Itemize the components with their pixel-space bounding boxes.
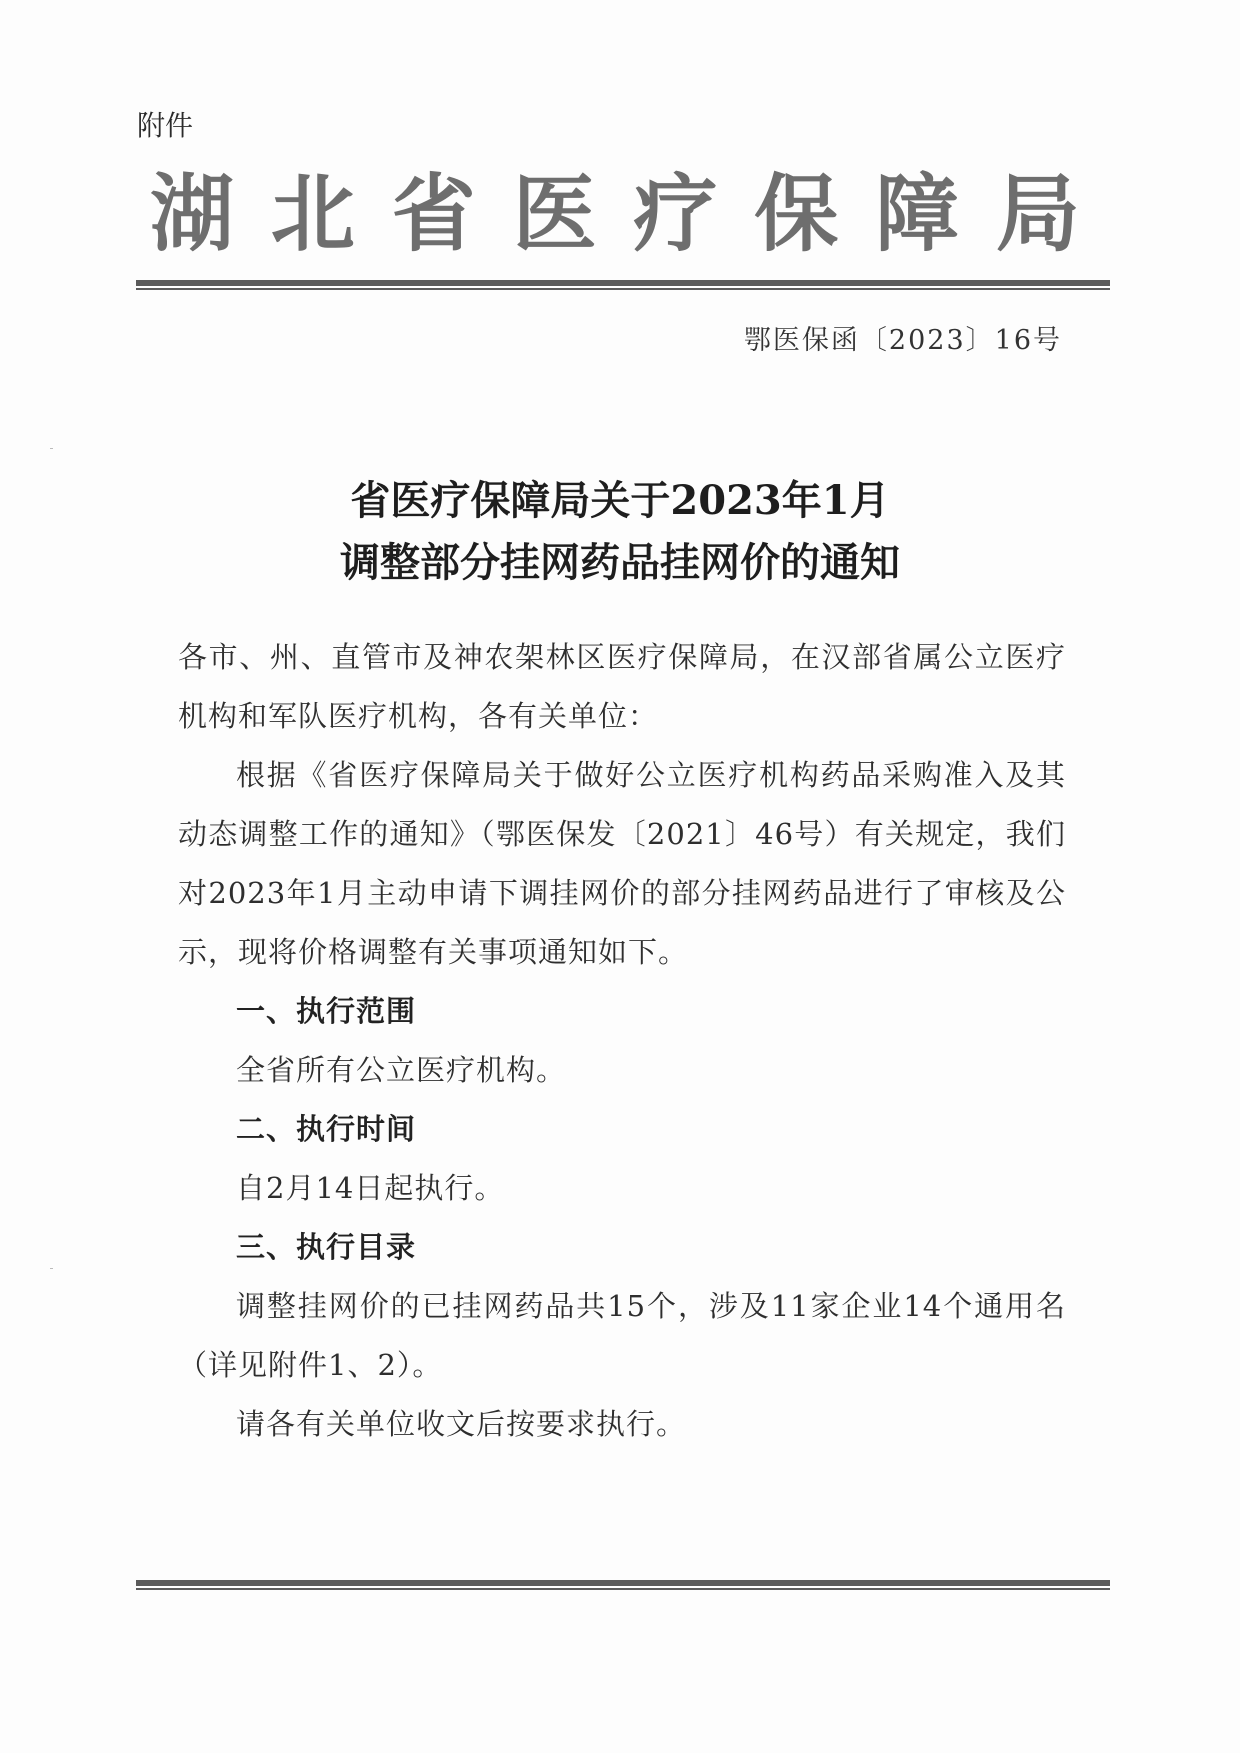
- agency-header-char: 障: [875, 164, 960, 263]
- margin-tick: [50, 448, 53, 449]
- agency-header-char: 北: [270, 164, 355, 263]
- attachment-label: 附件: [137, 109, 194, 142]
- agency-header-char: 疗: [633, 164, 718, 263]
- margin-tick: [50, 1268, 53, 1269]
- section-1-text: 全省所有公立医疗机构。: [236, 1053, 567, 1087]
- agency-header-char: 医: [512, 164, 597, 263]
- agency-header-char: 湖: [150, 164, 235, 263]
- document-number: 鄂医保函〔2023〕16号: [743, 325, 1062, 356]
- header-divider: [136, 280, 1110, 290]
- section-1-heading: 一、执行范围: [236, 994, 417, 1028]
- section-2-heading: 二、执行时间: [236, 1112, 417, 1146]
- agency-header-char: 局: [995, 164, 1080, 263]
- notice-title-line-2: 调整部分挂网药品挂网价的通知: [340, 539, 900, 586]
- notice-title-line-1: 省医疗保障局关于2023年1月: [350, 477, 890, 524]
- intro-paragraph: 根据《省医疗保障局关于做好公立医疗机构药品采购准入及其动态调整工作的通知》（鄂医保发〔2021〕46号）有关规定，我们对2023年1月主动申请下调挂网价的部分挂网药品进行了审核及公示，现将价格调整有关事项通知如下。: [178, 758, 1066, 969]
- notice-body: [178, 628, 1066, 1454]
- section-3-text: 调整挂网价的已挂网药品共15个，涉及11家企业14个通用名（详见附件1、2）。: [178, 1289, 1066, 1382]
- footer-divider: [136, 1580, 1110, 1590]
- header-divider-thin: [136, 288, 1110, 290]
- closing-paragraph: 请各有关单位收文后按要求执行。: [236, 1407, 687, 1441]
- agency-header-char: 保: [754, 164, 839, 263]
- recipients-paragraph: 各市、州、直管市及神农架林区医疗保障局，在汉部省属公立医疗机构和军队医疗机构，各有关单位：: [178, 640, 1066, 733]
- footer-divider-thin: [136, 1588, 1110, 1590]
- section-2-text: 自2月14日起执行。: [236, 1171, 505, 1205]
- section-3-heading: 三、执行目录: [236, 1230, 417, 1264]
- agency-header-char: 省: [391, 164, 476, 263]
- agency-header: [150, 158, 1080, 270]
- notice-title: [0, 470, 1240, 594]
